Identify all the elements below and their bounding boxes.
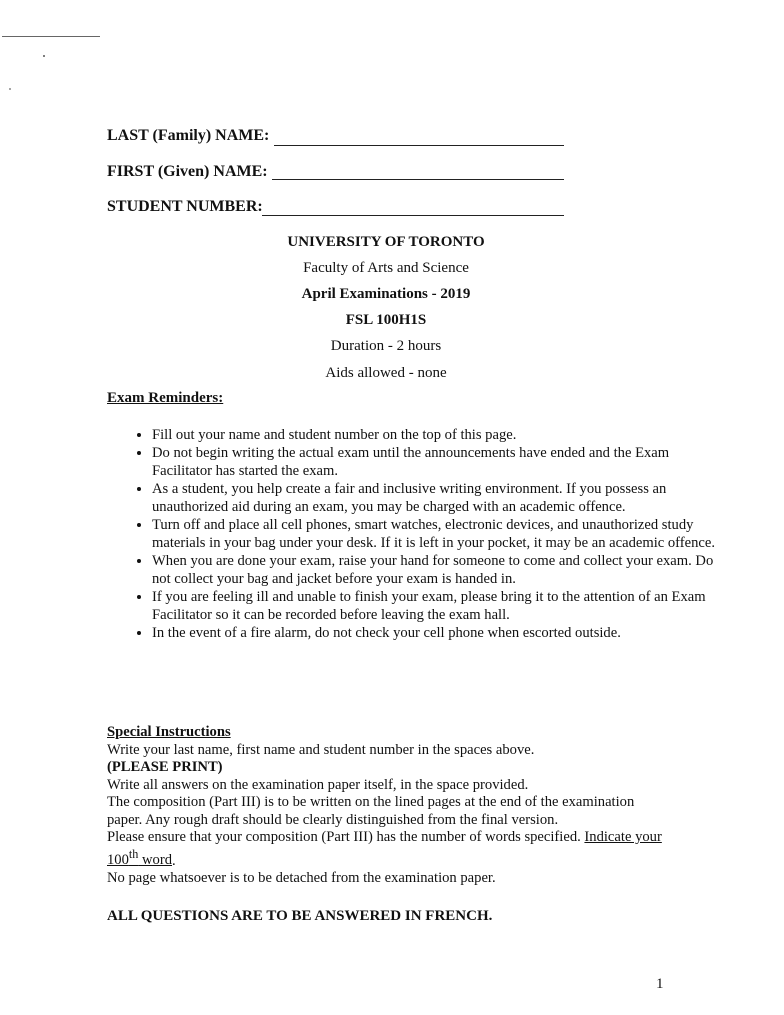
indicate-word-text: Indicate your 100 bbox=[107, 829, 662, 869]
page-number: 1 bbox=[656, 976, 664, 992]
list-item: • When you are done your exam, raise your hand for someone to come and collect your exam. Do not collect your bag and jacket before your exam is handed in. bbox=[152, 552, 717, 588]
exam-session: April Examinations - 2019 bbox=[301, 286, 471, 302]
first-name-label: FIRST (Given) NAME: bbox=[107, 163, 268, 180]
scan-dot-mark bbox=[43, 55, 45, 57]
instruction-text: Please ensure that your composition (Part III) has the number of words specified. bbox=[107, 829, 581, 845]
instruction-punctuation: . bbox=[172, 852, 176, 869]
reminders-list bbox=[107, 426, 717, 642]
scan-rule-mark bbox=[2, 36, 100, 37]
please-print-note: (PLEASE PRINT) bbox=[107, 759, 223, 775]
university-name: UNIVERSITY OF TORONTO bbox=[287, 234, 485, 250]
instruction-line: Write all answers on the examination paper itself, in the space provided. bbox=[107, 776, 529, 793]
exam-duration: Duration - 2 hours bbox=[330, 338, 442, 354]
list-item: • Do not begin writing the actual exam until the announcements have ended and the Exam Facilitator has started the exam. bbox=[152, 444, 717, 480]
french-answer-note: ALL QUESTIONS ARE TO BE ANSWERED IN FRENCH. bbox=[107, 908, 493, 924]
special-instructions-heading: Special Instructions bbox=[107, 724, 231, 740]
instruction-line: Write your last name, first name and student number in the spaces above. bbox=[107, 741, 535, 758]
aids-allowed: Aids allowed - none bbox=[325, 365, 447, 381]
ordinal-suffix: th bbox=[128, 847, 139, 862]
last-name-field[interactable] bbox=[274, 145, 564, 146]
student-number-field[interactable] bbox=[262, 215, 564, 216]
indicate-word-text: word bbox=[138, 852, 173, 869]
student-number-label: STUDENT NUMBER: bbox=[107, 198, 263, 215]
special-instructions bbox=[107, 724, 672, 887]
list-item: • Fill out your name and student number on the top of this page. bbox=[152, 426, 717, 444]
list-item: • Turn off and place all cell phones, smart watches, electronic devices, and unauthorized study materials in your bag under your desk. If it is left in your pocket, it may be an academic offence. bbox=[152, 516, 717, 552]
instruction-line: The composition (Part III) is to be written on the lined pages at the end of the examination paper. Any rough draft should be clearly distinguished from the final version. bbox=[107, 794, 635, 828]
list-item: • In the event of a fire alarm, do not check your cell phone when escorted outside. bbox=[152, 624, 717, 642]
list-item: • As a student, you help create a fair and inclusive writing environment. If you possess an unauthorized aid during an exam, you may be charged with an academic offence. bbox=[152, 480, 717, 516]
course-code: FSL 100H1S bbox=[345, 312, 427, 328]
instruction-line: No page whatsoever is to be detached from the examination paper. bbox=[107, 869, 496, 886]
faculty-name: Faculty of Arts and Science bbox=[303, 260, 469, 276]
scan-dot-mark bbox=[9, 88, 11, 90]
instruction-line bbox=[107, 829, 672, 870]
list-item: • If you are feeling ill and unable to finish your exam, please bring it to the attention of an Exam Facilitator so it can be recorded before leaving the exam hall. bbox=[152, 588, 717, 624]
reminders-heading: Exam Reminders: bbox=[107, 390, 224, 406]
last-name-label: LAST (Family) NAME: bbox=[107, 127, 270, 144]
first-name-field[interactable] bbox=[272, 179, 564, 180]
